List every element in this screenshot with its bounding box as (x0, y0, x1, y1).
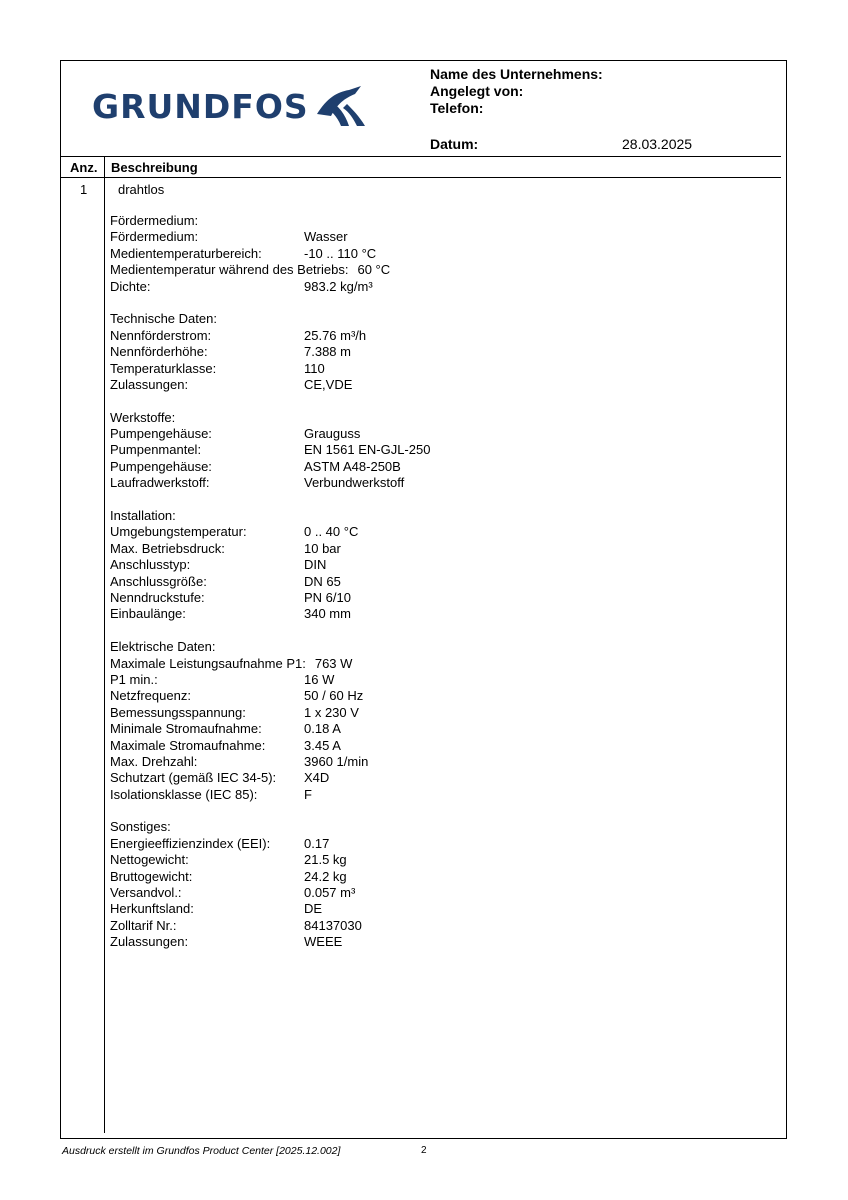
section-title: Werkstoffe: (110, 409, 176, 425)
spec-label: Medientemperaturbereich: (110, 245, 262, 261)
spec-value: 25.76 m³/h (304, 327, 367, 343)
product-name: drahtlos (118, 182, 165, 197)
spec-value: 1 x 230 V (304, 704, 359, 720)
spec-row (110, 541, 770, 557)
spec-row (110, 918, 770, 934)
section-title: Fördermedium: (110, 213, 199, 228)
spec-row (110, 738, 770, 754)
spec-label: Zulassungen: (110, 934, 189, 950)
spec-row (110, 459, 770, 475)
spec-label: Energieeffizienzindex (EEI): (110, 835, 271, 851)
spec-label: Isolationsklasse (IEC 85): (110, 786, 258, 802)
spec-section (110, 819, 770, 950)
spec-label: Anschlussgröße: (110, 573, 207, 589)
spec-section (110, 508, 770, 623)
spec-value: 10 bar (304, 540, 341, 556)
spec-row (110, 885, 770, 901)
spec-value: CE,VDE (304, 376, 353, 392)
spec-label: Bemessungsspannung: (110, 704, 246, 720)
spec-value: Wasser (304, 229, 348, 245)
spec-label: Maximale Leistungsaufnahme P1: (110, 655, 306, 671)
spec-row (110, 557, 770, 573)
spec-row (110, 852, 770, 868)
spec-label: Zolltarif Nr.: (110, 917, 177, 933)
spec-value: 983.2 kg/m³ (304, 278, 373, 294)
spec-value: PN 6/10 (304, 589, 351, 605)
spec-value: 3960 1/min (304, 753, 369, 769)
spec-label: Laufradwerkstoff: (110, 475, 210, 491)
spec-label: Minimale Stromaufnahme: (110, 721, 262, 737)
spec-value: 0.18 A (304, 721, 341, 737)
spec-label: Anschlusstyp: (110, 557, 191, 573)
spec-label: Nennförderhöhe: (110, 344, 208, 360)
spec-row (110, 869, 770, 885)
spec-section (110, 311, 770, 393)
spec-label: Dichte: (110, 278, 151, 294)
spec-value: 24.2 kg (304, 868, 347, 884)
phone-label: Telefon: (430, 100, 484, 116)
spec-value: 84137030 (304, 917, 362, 933)
spec-row (110, 426, 770, 442)
column-divider (104, 157, 105, 1133)
spec-label: Nenndruckstufe: (110, 589, 205, 605)
spec-label: Netzfrequenz: (110, 688, 191, 704)
spec-label: Maximale Stromaufnahme: (110, 737, 266, 753)
spec-label: Medientemperatur während des Betriebs: (110, 262, 349, 278)
spec-label: Temperaturklasse: (110, 360, 217, 376)
spec-section (110, 213, 770, 295)
spec-row (110, 442, 770, 458)
spec-value: 16 W (304, 671, 335, 687)
spec-row (110, 770, 770, 786)
spec-row (110, 836, 770, 852)
spec-value: DN 65 (304, 573, 341, 589)
footer-note: Ausdruck erstellt im Grundfos Product Center [2025.12.002] (62, 1145, 341, 1157)
spec-value: 60 °C (357, 262, 391, 278)
spec-label: Herkunftsland: (110, 901, 194, 917)
spec-label: Nettogewicht: (110, 852, 189, 868)
spec-value: ASTM A48-250B (304, 458, 401, 474)
spec-row (110, 934, 770, 950)
spec-row (110, 656, 770, 672)
spec-label: Zulassungen: (110, 376, 189, 392)
spec-value: 7.388 m (304, 344, 351, 360)
spec-label: Pumpenmantel: (110, 442, 202, 458)
header-divider (60, 156, 781, 157)
spec-value: 0.17 (304, 835, 330, 851)
page-number: 2 (421, 1145, 427, 1156)
spec-section (110, 639, 770, 803)
spec-value: 21.5 kg (304, 852, 347, 868)
spec-row (110, 475, 770, 491)
spec-value: 110 (304, 360, 325, 376)
column-header-description: Beschreibung (111, 160, 198, 175)
spec-value: X4D (304, 770, 330, 786)
spec-row (110, 328, 770, 344)
grundfos-mark-icon (315, 84, 367, 128)
grundfos-logo (92, 84, 367, 128)
section-title: Elektrische Daten: (110, 639, 216, 655)
spec-value: EN 1561 EN-GJL-250 (304, 442, 431, 458)
spec-value: 0 .. 40 °C (304, 524, 359, 540)
spec-label: Max. Drehzahl: (110, 753, 198, 769)
spec-label: Einbaulänge: (110, 606, 186, 622)
spec-value: F (304, 786, 312, 802)
spec-row (110, 361, 770, 377)
created-by-label: Angelegt von: (430, 83, 524, 99)
spec-label: Nennförderstrom: (110, 327, 212, 343)
column-header-divider (60, 177, 781, 178)
spec-row (110, 688, 770, 704)
spec-value: 50 / 60 Hz (304, 688, 364, 704)
spec-value: DIN (304, 557, 327, 573)
spec-row (110, 721, 770, 737)
section-title: Sonstiges: (110, 819, 171, 835)
spec-row (110, 262, 770, 278)
spec-label: Schutzart (gemäß IEC 34-5): (110, 770, 277, 786)
spec-row (110, 377, 770, 393)
spec-row (110, 524, 770, 540)
spec-value: DE (304, 901, 323, 917)
spec-row (110, 246, 770, 262)
specification-list (110, 213, 770, 967)
spec-value: -10 .. 110 °C (304, 245, 377, 261)
item-quantity: 1 (80, 182, 88, 197)
spec-label: Max. Betriebsdruck: (110, 540, 225, 556)
date-value: 28.03.2025 (622, 136, 693, 152)
spec-row (110, 705, 770, 721)
spec-section (110, 410, 770, 492)
spec-value: 763 W (314, 655, 353, 671)
spec-row (110, 672, 770, 688)
spec-row (110, 606, 770, 622)
company-name-label: Name des Unternehmens: (430, 66, 603, 82)
spec-value: Verbundwerkstoff (304, 475, 405, 491)
spec-label: Versandvol.: (110, 885, 182, 901)
logo-text: GRUNDFOS (92, 86, 309, 126)
spec-value: 340 mm (304, 606, 351, 622)
date-label: Datum: (430, 136, 479, 152)
section-title: Installation: (110, 508, 176, 524)
spec-label: Umgebungstemperatur: (110, 524, 247, 540)
spec-row (110, 574, 770, 590)
spec-row (110, 787, 770, 803)
spec-row (110, 901, 770, 917)
spec-label: Pumpengehäuse: (110, 458, 212, 474)
spec-value: Grauguss (304, 426, 361, 442)
spec-row (110, 229, 770, 245)
spec-value: 0.057 m³ (304, 885, 356, 901)
spec-label: Bruttogewicht: (110, 868, 193, 884)
spec-value: 3.45 A (304, 737, 341, 753)
spec-label: P1 min.: (110, 671, 158, 687)
spec-row (110, 754, 770, 770)
spec-row (110, 344, 770, 360)
spec-value: WEEE (304, 934, 343, 950)
spec-label: Pumpengehäuse: (110, 426, 212, 442)
column-header-qty: Anz. (70, 160, 98, 175)
spec-label: Fördermedium: (110, 229, 199, 245)
spec-row (110, 590, 770, 606)
spec-row (110, 279, 770, 295)
section-title: Technische Daten: (110, 311, 217, 327)
